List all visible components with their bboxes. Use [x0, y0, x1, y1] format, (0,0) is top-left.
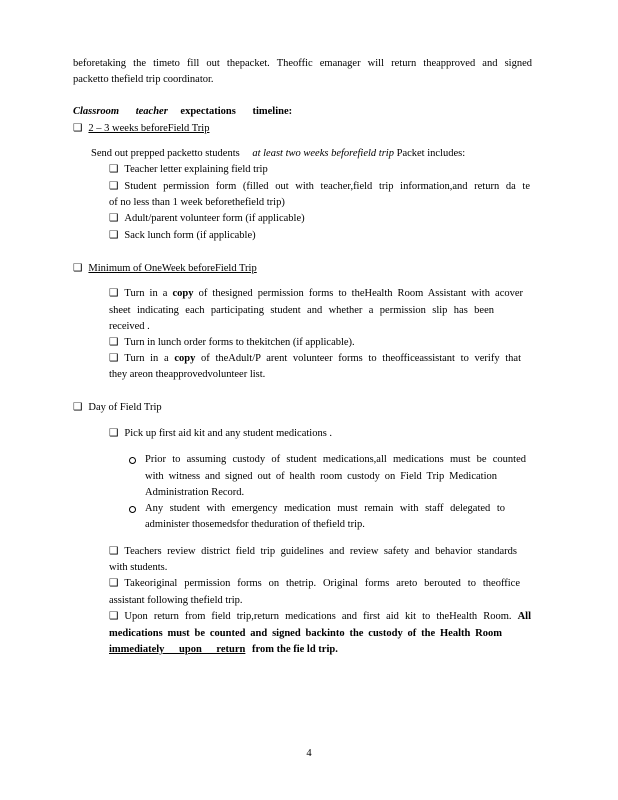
section3-heading — [73, 401, 162, 414]
list-item-continuation: received . — [109, 321, 150, 332]
section1-title: 2 – 3 weeks beforeField Trip — [88, 123, 210, 134]
list-item-continuation: medications must be counted and signed backinto the custody of the Health Room — [109, 628, 502, 639]
list-item: ❑ Turn in a copy of thesigned permission forms to theHealth Room Assistant with acover — [109, 288, 524, 299]
list-item: ❑ Sack lunch form (if applicable) — [109, 230, 256, 241]
expectations-heading: Classroom teacher expectations timeline: — [73, 106, 293, 117]
checkbox-icon: ❑ — [73, 263, 83, 274]
checkbox-icon: ❑ — [109, 353, 119, 364]
section2-title: Minimum of OneWeek beforeField Trip — [88, 263, 257, 274]
section1-lead: Send out prepped packetto students at least two weeks beforefield trip Packet includes: — [91, 148, 466, 159]
intro-line-1: beforetaking the timeto fill out thepacket. Theoffic emanager will return theapproved and signed — [73, 58, 532, 69]
sub-list-item-continuation: administer thosemedsfor theduration of thefield trip. — [145, 519, 365, 530]
list-item: ❑ Takeoriginal permission forms on thetrip. Original forms areto berouted to theoffice — [109, 578, 520, 589]
sub-list-item: Any student with emergency medication must remain with staff delegated to — [145, 503, 505, 514]
list-item: ❑ Adult/parent volunteer form (if applicable) — [109, 213, 305, 224]
list-item: ❑ Turn in a copy of theAdult/P arent volunteer forms to theofficeassistant to verify that — [109, 353, 522, 364]
checkbox-icon: ❑ — [73, 123, 83, 134]
list-item-continuation: assistant following thefield trip. — [109, 595, 243, 606]
list-item: ❑ Student permission form (filled out with teacher,field trip information,and return da te — [109, 181, 530, 192]
checkbox-icon: ❑ — [109, 546, 119, 557]
list-item-continuation: with students. — [109, 562, 168, 573]
checkbox-icon: ❑ — [109, 578, 119, 589]
section2-heading — [73, 262, 257, 275]
checkbox-icon: ❑ — [109, 337, 119, 348]
list-item: ❑ Teachers review district field trip guidelines and review safety and behavior standards — [109, 546, 517, 557]
list-item-continuation: immediately upon return from the fie ld trip. — [109, 644, 338, 655]
list-item-continuation: they areon theapprovedvolunteer list. — [109, 369, 266, 380]
sub-list-item: Prior to assuming custody of student medications,all medications must be counted — [145, 454, 526, 465]
list-item: ❑ Turn in lunch order forms to thekitchen (if applicable). — [109, 337, 355, 348]
sub-list-item-continuation: Administration Record. — [145, 487, 245, 498]
intro-line-2: packetto thefield trip coordinator. — [73, 74, 214, 85]
checkbox-icon: ❑ — [109, 288, 119, 299]
checkbox-icon: ❑ — [109, 213, 119, 224]
checkbox-icon: ❑ — [109, 611, 119, 622]
page-number: 4 — [306, 748, 312, 759]
checkbox-icon: ❑ — [109, 428, 119, 439]
checkbox-icon: ❑ — [109, 164, 119, 175]
list-item-continuation: of no less than 1 week beforethefield trip) — [109, 197, 285, 208]
circle-bullet-icon — [129, 506, 136, 513]
section1-heading — [73, 122, 209, 135]
section3-title: Day of Field Trip — [88, 402, 162, 413]
checkbox-icon: ❑ — [109, 181, 119, 192]
checkbox-icon: ❑ — [109, 230, 119, 241]
sub-list-item-continuation: with witness and signed out of health room custody on Field Trip Medication — [145, 471, 497, 482]
circle-bullet-icon — [129, 457, 136, 464]
checkbox-icon: ❑ — [73, 402, 83, 413]
list-item-continuation: sheet indicating each participating student and whether a permission slip has been — [109, 305, 494, 316]
list-item: ❑ Upon return from field trip,return medications and first aid kit to theHealth Room. All — [109, 611, 531, 622]
list-item: ❑ Pick up first aid kit and any student medications . — [109, 428, 333, 439]
list-item: ❑ Teacher letter explaining field trip — [109, 164, 268, 175]
